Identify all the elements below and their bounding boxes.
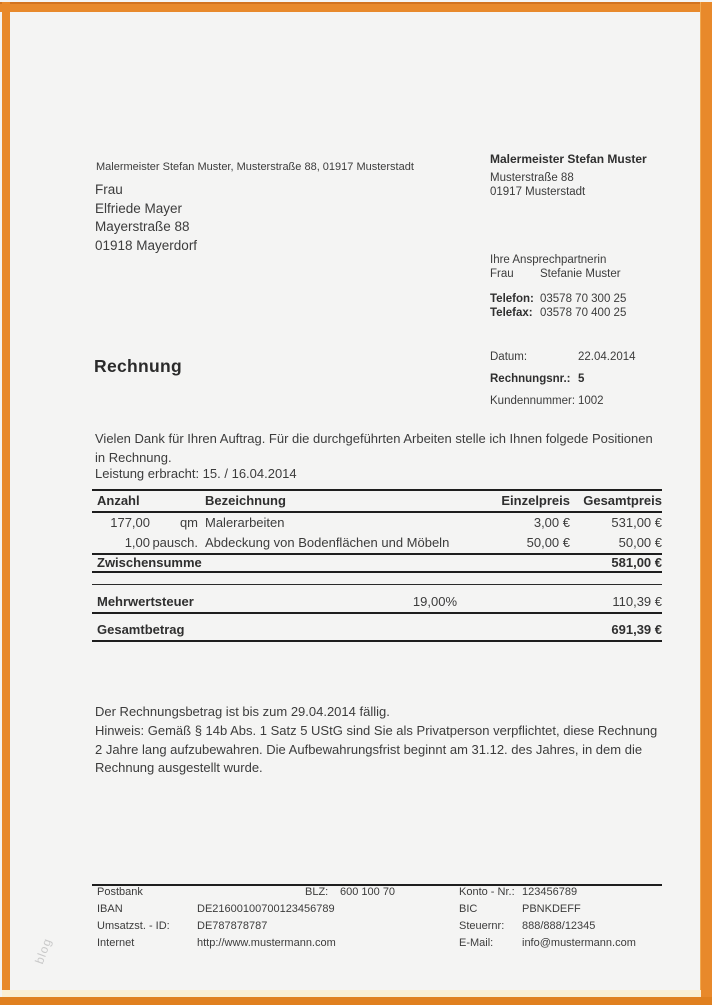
item-unit-price: 50,00 € [526, 535, 570, 550]
grand-total-rule [92, 640, 662, 642]
contact-salutation: Frau [490, 268, 514, 280]
recipient-street: Mayerstraße 88 [95, 219, 190, 234]
footer-row-tax [92, 920, 667, 934]
internet-value: http://www.mustermann.com [197, 937, 336, 949]
footer-row-iban [92, 903, 667, 917]
header-description: Bezeichnung [205, 493, 286, 508]
item-unit: qm [179, 515, 198, 530]
intro-paragraph [95, 429, 653, 467]
vat-label: Mehrwertsteuer [97, 594, 194, 609]
subtotal-rule [92, 571, 662, 573]
company-street: Musterstraße 88 [490, 172, 574, 184]
konto-label: Konto - Nr.: [459, 886, 515, 898]
hint-line-1: Hinweis: Gemäß § 14b Abs. 1 Satz 5 UStG sind Sie als Privatperson verpflichtet, diese Rechnung [95, 723, 658, 738]
meta-customer-number-row [0, 395, 712, 410]
vatid-value: DE787878787 [197, 920, 268, 932]
sender-line: Malermeister Stefan Muster, Musterstraße 88, 01917 Musterstadt [96, 161, 414, 173]
iban-label: IBAN [97, 903, 123, 915]
table-top-rule [92, 489, 662, 491]
table-header-rule [92, 511, 662, 513]
blz-value: 600 100 70 [340, 886, 396, 898]
phone-label: Telefon: [490, 293, 534, 305]
intro-line-1: Vielen Dank für Ihren Auftrag. Für die durchgeführten Arbeiten stelle ich Ihnen folgede Positionen [95, 431, 653, 446]
company-city: 01917 Musterstadt [490, 186, 586, 198]
payment-due-note: Der Rechnungsbetrag ist bis zum 29.04.2014 fällig. [95, 704, 390, 719]
email-label: E-Mail: [459, 937, 494, 949]
email-value: info@mustermann.com [522, 937, 636, 949]
date-value: 22.04.2014 [578, 351, 636, 363]
contact-name: Stefanie Muster [540, 268, 621, 280]
blz-label: BLZ: [305, 886, 329, 898]
footer-row-contact [92, 937, 667, 951]
recipient-name: Elfriede Mayer [95, 200, 183, 216]
vatid-label: Umsatzst. - ID: [97, 920, 170, 932]
grand-total-value: 691,39 € [611, 622, 662, 637]
recipient-address [95, 181, 197, 255]
header-unit-price: Einzelpreis [501, 493, 570, 508]
item-qty: 1,00 [124, 535, 150, 550]
header-unit-spacer [150, 493, 198, 508]
header-total-price: Gesamtpreis [583, 493, 662, 508]
grand-total-row [92, 622, 662, 637]
grand-total-label: Gesamtbetrag [97, 622, 185, 637]
contact-person-row [0, 268, 712, 283]
item-qty: 177,00 [110, 515, 150, 530]
footer-row-bank [92, 886, 667, 900]
table-row [92, 535, 662, 550]
bank-name: Postbank [97, 886, 143, 898]
recipient-city: 01918 Mayerdorf [95, 237, 198, 253]
vat-top-rule [92, 584, 662, 585]
item-unit: pausch. [152, 535, 198, 550]
subtotal-value: 581,00 € [611, 555, 662, 570]
table-header-row [92, 493, 662, 508]
contact-intro: Ihre Ansprechpartnerin [490, 254, 607, 266]
invoice-number-label: Rechnungsnr.: [490, 373, 571, 385]
fax-row [0, 307, 712, 322]
frame-border-bottom-cream [2, 990, 701, 997]
frame-border-left [2, 2, 10, 997]
customer-number-label: Kundennummer: [490, 395, 576, 407]
item-unit-price: 3,00 € [533, 515, 570, 530]
table-row [92, 515, 662, 530]
konto-value: 123456789 [522, 886, 578, 898]
item-total: 50,00 € [618, 535, 662, 550]
retention-hint [95, 722, 657, 778]
item-description: Malerarbeiten [205, 515, 285, 530]
phone-row [0, 293, 712, 308]
meta-date-row [0, 351, 712, 366]
invoice-number-value: 5 [578, 373, 585, 385]
bic-label: BIC [459, 903, 478, 915]
intro-line-2: in Rechnung. [95, 450, 172, 465]
subtotal-row [92, 555, 662, 570]
service-period: Leistung erbracht: 15. / 16.04.2014 [95, 466, 297, 481]
vat-spacer [457, 594, 562, 609]
hint-line-2: 2 Jahre lang aufzubewahren. Die Aufbewahrungsfrist beginnt am 31.12. des Jahres, in dem die [95, 741, 643, 757]
meta-invoice-number-row [0, 373, 712, 388]
hint-line-3: Rechnung ausgestellt wurde. [95, 760, 263, 775]
frame-border-bottom [0, 997, 712, 1005]
vat-row [92, 594, 662, 609]
blog-watermark: blog [32, 936, 55, 966]
item-description: Abdeckung von Bodenflächen und Möbeln [205, 535, 450, 550]
taxnr-label: Steuernr: [459, 920, 505, 932]
internet-label: Internet [97, 937, 135, 949]
vat-value: 110,39 € [612, 594, 662, 609]
customer-number-value: 1002 [578, 395, 604, 407]
vat-rate: 19,00% [412, 594, 457, 609]
fax-label: Telefax: [490, 307, 533, 319]
subtotal-label: Zwischensumme [97, 555, 202, 570]
recipient-salutation: Frau [95, 182, 123, 197]
company-name: Malermeister Stefan Muster [490, 152, 647, 166]
item-total: 531,00 € [611, 515, 662, 530]
bic-value: PBNKDEFF [522, 903, 581, 915]
frame-border-top [0, 2, 712, 12]
vat-bottom-rule [92, 612, 662, 614]
iban-value: DE21600100700123456789 [197, 903, 335, 915]
fax-number: 03578 70 400 25 [540, 307, 627, 319]
document-title: Rechnung [94, 356, 182, 376]
taxnr-value: 888/888/12345 [522, 920, 596, 932]
date-label: Datum: [490, 351, 528, 363]
frame-border-right [700, 2, 712, 1005]
phone-number: 03578 70 300 25 [540, 293, 627, 305]
header-qty: Anzahl [97, 493, 140, 508]
